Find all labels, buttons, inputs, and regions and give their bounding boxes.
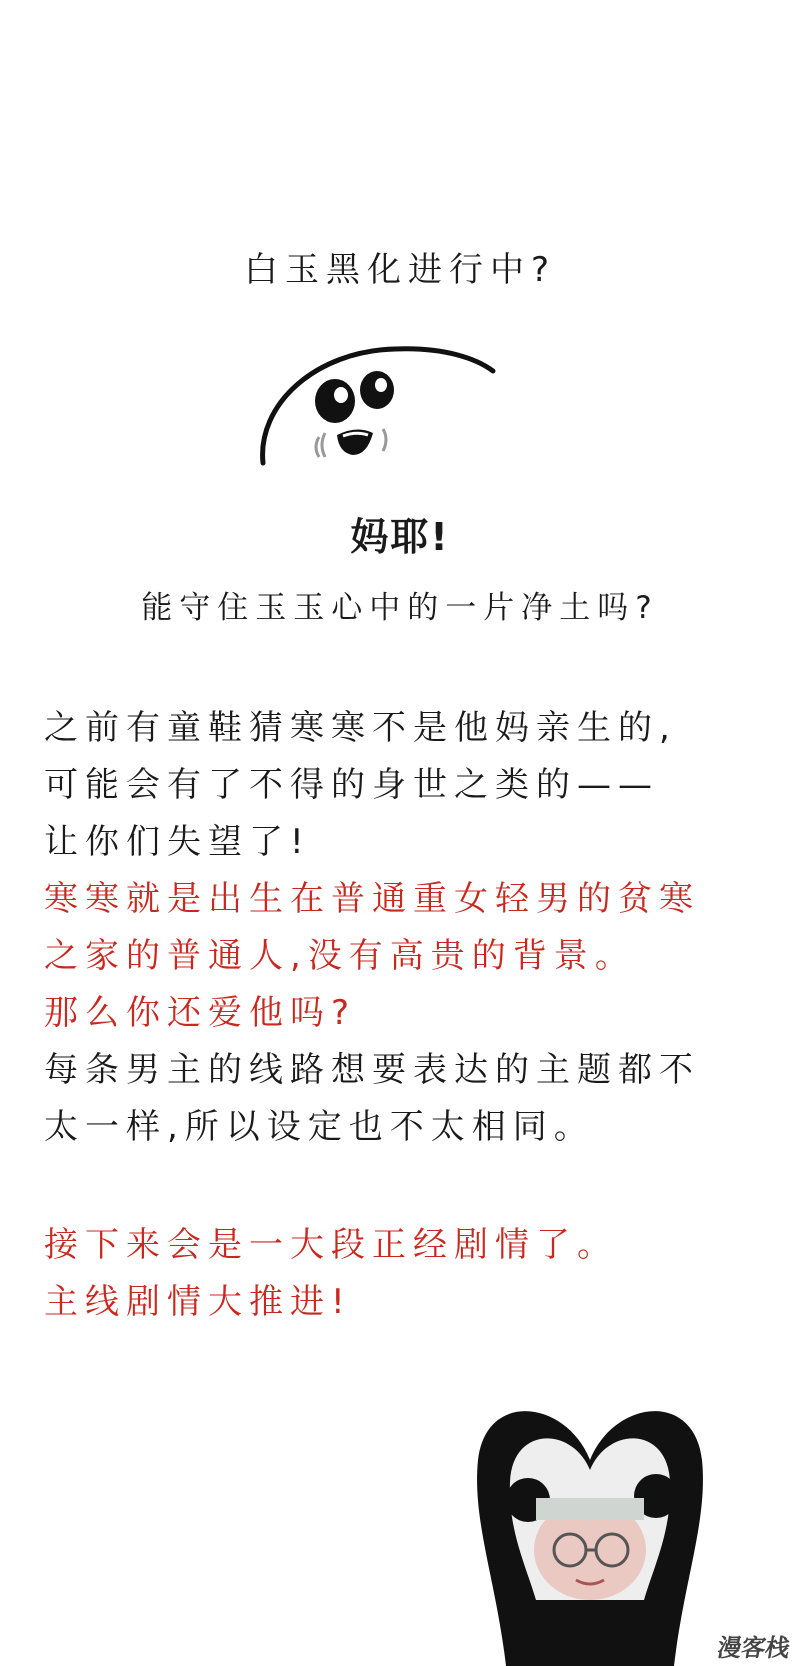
paragraph-line: 寒寒就是出生在普通重女轻男的贫寒 — [44, 879, 700, 919]
paragraph-line: 可能会有了不得的身世之类的—— — [44, 765, 659, 805]
paragraph-line: 接下来会是一大段正经剧情了。 — [44, 1225, 618, 1265]
paragraph-line: 主线剧情大推进! — [44, 1282, 352, 1322]
watermark-logo: 漫客栈 — [715, 1634, 793, 1662]
paragraph-line: 那么你还爱他吗? — [44, 993, 357, 1033]
paragraph-line: 每条男主的线路想要表达的主题都不 — [44, 1050, 700, 1090]
paragraph-line: 让你们失望了! — [44, 822, 311, 862]
exclaim-text: 妈耶! — [350, 515, 450, 559]
panda-hood-meme-sticker — [466, 1390, 714, 1666]
subtitle-text: 能守住玉玉心中的一片净土吗? — [141, 590, 659, 626]
paragraph-line: 之家的普通人,没有高贵的背景。 — [44, 936, 636, 976]
paragraph-line: 太一样,所以设定也不太相同。 — [44, 1107, 595, 1147]
paragraph-line: 之前有童鞋猜寒寒不是他妈亲生的, — [44, 708, 677, 748]
cartoon-face-sticker — [255, 345, 525, 515]
page-title: 白玉黑化进行中? — [243, 250, 557, 290]
